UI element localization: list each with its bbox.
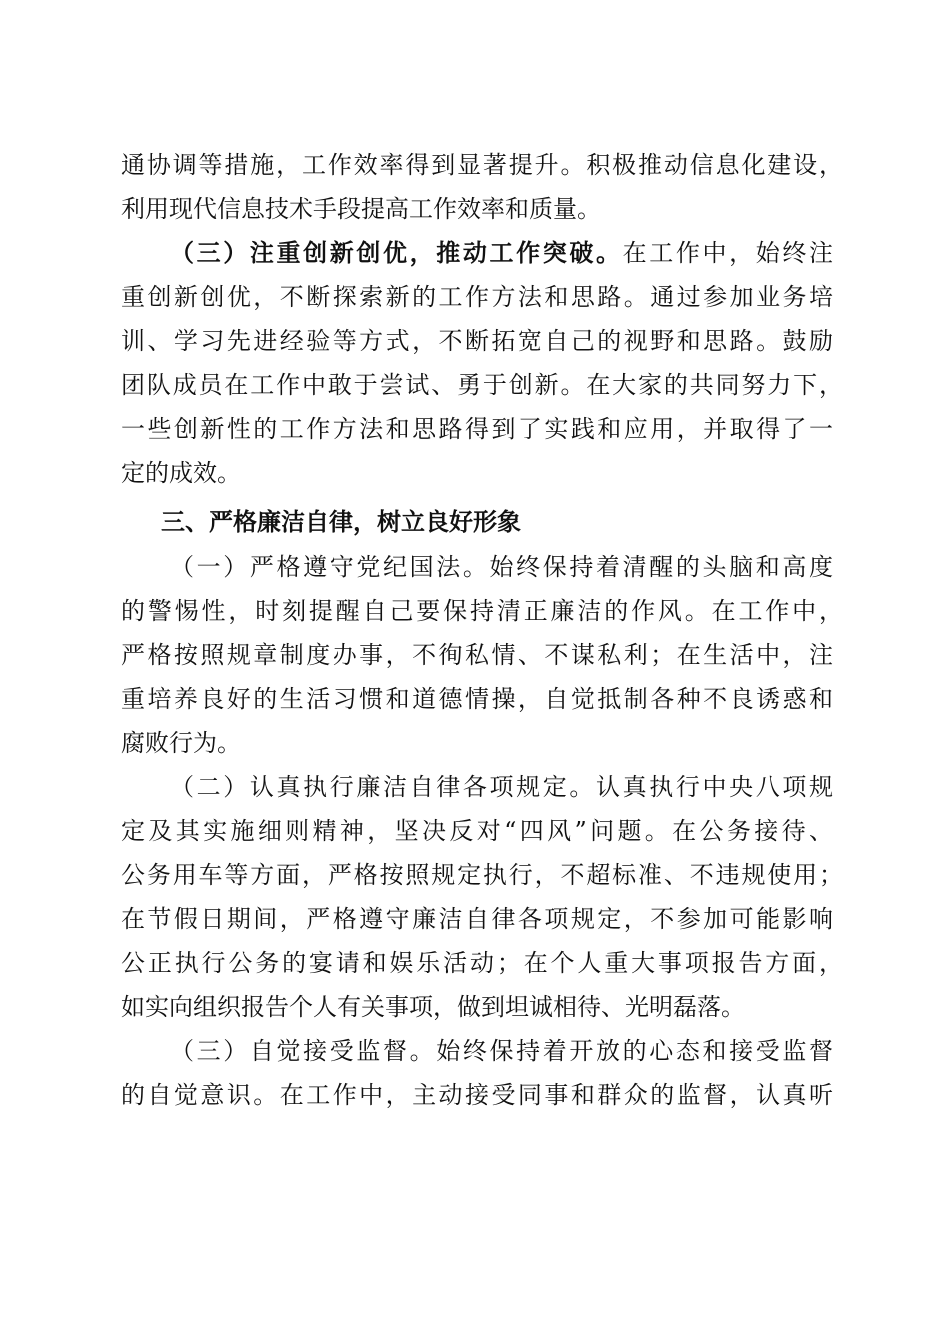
text-line: （三）自觉接受监督。始终保持着开放的心态和接受监督	[170, 1037, 833, 1065]
document-page	[121, 143, 843, 1117]
text-line: 团队成员在工作中敢于尝试、勇于创新。在大家的共同努力下，	[121, 371, 843, 399]
paragraph-regulations	[121, 765, 843, 1029]
text-line: 公务用车等方面，严格按照规定执行，不超标准、不违规使用；	[121, 861, 843, 889]
paragraph-supervision	[121, 1029, 833, 1117]
text-line: 一些创新性的工作方法和思路得到了实践和应用，并取得了一	[121, 415, 833, 443]
text-line: 通协调等措施，工作效率得到显著提升。积极推动信息化建设，	[121, 151, 843, 179]
text-line: 训、学习先进经验等方式，不断拓宽自己的视野和思路。鼓励	[121, 327, 833, 355]
text-line: 在节假日期间，严格遵守廉洁自律各项规定，不参加可能影响	[121, 905, 833, 933]
section-heading: 三、严格廉洁自律，树立良好形象	[161, 508, 521, 536]
text-line: 公正执行公务的宴请和娱乐活动；在个人重大事项报告方面，	[121, 949, 843, 977]
text-line: 定的成效。	[121, 459, 241, 487]
text-line: 重培养良好的生活习惯和道德情操，自觉抵制各种不良诱惑和	[121, 685, 833, 713]
paragraph-discipline	[121, 545, 843, 765]
text-line: 重创新创优，不断探索新的工作方法和思路。通过参加业务培	[121, 283, 833, 311]
text-line	[121, 231, 833, 275]
text-line: （二）认真执行廉洁自律各项规定。认真执行中央八项规	[170, 773, 833, 801]
text-line: 的警惕性，时刻提醒自己要保持清正廉洁的作风。在工作中，	[121, 597, 843, 625]
paragraph-efficiency	[121, 143, 843, 231]
text-line: 利用现代信息技术手段提高工作效率和质量。	[121, 195, 601, 223]
text-line: 严格按照规章制度办事，不徇私情、不谋私利；在生活中，注	[121, 641, 833, 669]
text-line: （一）严格遵守党纪国法。始终保持着清醒的头脑和高度	[170, 553, 833, 581]
text-span: 在工作中，始终注	[622, 239, 833, 267]
text-line: 如实向组织报告个人有关事项，做到坦诚相待、光明磊落。	[121, 993, 745, 1021]
text-line: 定及其实施细则精神，坚决反对“四风”问题。在公务接待、	[121, 817, 833, 845]
paragraph-innovation	[121, 231, 843, 495]
paragraph-lead: （三）注重创新创优，推动工作突破。	[170, 238, 623, 267]
text-line: 的自觉意识。在工作中，主动接受同事和群众的监督，认真听	[121, 1081, 833, 1109]
text-line: 腐败行为。	[121, 729, 241, 757]
